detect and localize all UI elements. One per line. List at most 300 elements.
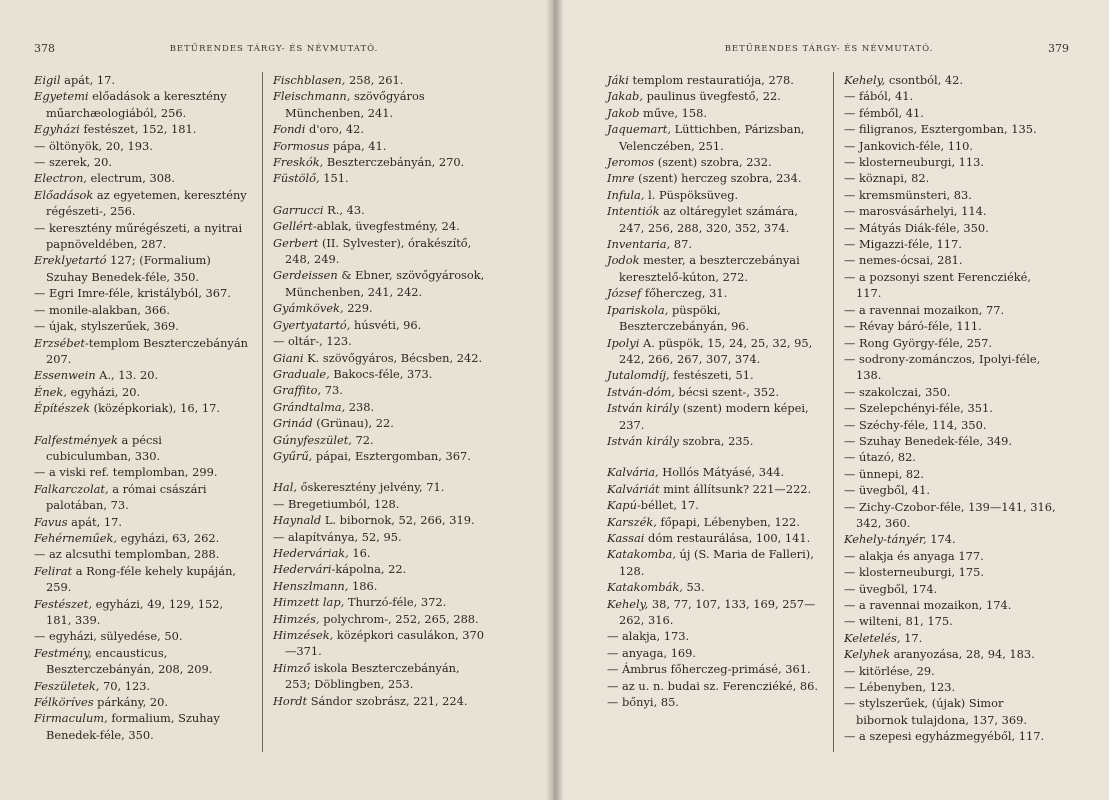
index-entry [34,464,249,480]
index-entry-text: — marosvásárhelyi, 114. [844,204,987,219]
index-entry [34,694,249,710]
index-entry [34,318,249,334]
index-entry-text: festészeti, 51. [669,368,754,383]
index-headword: Jeromos [607,155,655,170]
index-headword: Falfestmények [34,432,118,447]
index-entry-text: a Rong-féle kehely kupáján, 259. [46,563,237,595]
index-entry [844,88,1058,104]
index-entry-text: — Bregetiumból, 128. [273,496,400,511]
index-entry [34,678,249,694]
index-entry-text: d'oro, 42. [305,122,364,137]
index-headword: Jakob [607,105,640,120]
index-entry-text: — keresztény műrégészeti, a nyitrai papnöveldében, 287. [34,220,243,252]
right-page [555,0,1109,800]
index-entry-text: — üvegből, 174. [844,581,938,596]
index-entry-text: 72. [351,432,374,447]
index-headword: Katakombák, [607,580,683,595]
index-entry [273,660,488,693]
index-entry-text: -templom Beszterczebányán 207. [46,335,248,366]
index-entry [844,597,1058,613]
index-headword: Gerbert [273,235,319,250]
index-entry-text: bécsi szent-, 352. [674,384,780,399]
index-entry-text: — kremsmünsteri, 83. [844,187,972,202]
index-entry [844,269,1058,302]
index-headword: Festészet, [34,596,92,611]
index-entry [273,415,488,431]
index-entry-text: & Ebner, szövőgyárosok, Münchenben, 241, 242. [285,268,485,299]
index-headword: Ipolyi [607,335,640,350]
index-entry [273,170,488,186]
index-entry-text: — kitörlése, 29. [844,663,935,678]
index-entry-text: -ablak, üvegfestmény, 24. [312,219,460,234]
book-gutter [546,0,564,800]
index-entry-text: — a ravennai mozaikon, 77. [844,302,1005,317]
index-entry [273,88,488,121]
index-entry-text: — Rong György-féle, 257. [844,335,993,350]
index-entry [273,611,488,627]
index-entry [607,72,825,88]
index-entry-text: K. szövőgyáros, Bécsben, 242. [303,350,483,365]
section-gap [273,187,488,202]
index-entry [34,596,249,629]
left-page-number: 378 [34,42,55,55]
index-entry [34,220,249,253]
index-entry-text: Bakocs-féle, 373. [329,366,433,381]
index-entry [607,464,825,480]
index-entry-text: középkori casulákon, 370—371. [285,628,484,659]
index-entry [607,170,825,186]
index-headword: Kehely, [844,73,886,87]
index-entry [844,187,1058,203]
left-index-column-2 [262,72,488,752]
index-headword: Gerdeissen [273,268,338,283]
index-entry-text: — filigranos, Esztergomban, 135. [844,122,1037,137]
index-headword: Kelyhek [844,647,891,662]
index-entry [34,88,249,121]
index-headword: Gyertyatartó, [273,317,351,332]
index-entry [607,645,825,661]
index-entry-text: az egyetemen, keresztény régészeti-, 256. [46,187,247,219]
index-entry-text: — alapítványa, 52, 95. [273,529,402,544]
index-entry [844,499,1058,532]
index-entry-text: templom restauratiója, 278. [628,73,794,87]
index-entry-text: — szakolczai, 350. [844,384,951,399]
index-entry-text: — Lébenyben, 123. [844,680,956,695]
index-entry-text: 38, 77, 107, 133, 169, 257—262, 316. [619,596,816,627]
index-entry-text: — üvegből, 41. [844,483,930,498]
index-headword: Eigil [34,73,61,87]
index-headword: Kassai [607,530,645,545]
index-entry [273,529,488,545]
index-entry-text: új (S. Maria de Falleri), 128. [619,547,814,578]
right-index-column-1 [607,72,825,710]
index-entry-text: — bőnyi, 85. [607,695,679,710]
index-entry [273,202,488,218]
index-entry [844,531,1058,547]
index-entry-text: (szent) szobra, 232. [654,155,772,170]
index-entry-text: mint állítsunk? 221—222. [659,481,812,496]
index-entry-text: — sodrony-zománczos, Ipolyi-féle, 138. [844,351,1041,383]
left-index-column-1 [34,72,249,743]
index-entry [844,105,1058,121]
index-headword: Egyetemi [34,89,89,104]
index-entry-text: — a szepesi egyházmegyéből, 117. [844,729,1045,744]
index-entry-text: — újak, stylszerűek, 369. [34,319,179,334]
index-headword: Gyámkövek, [273,301,344,316]
index-entry [273,432,488,448]
index-headword: Garrucci [273,202,324,217]
index-entry-text: — egyházi, sülyedése, 50. [34,629,183,644]
left-running-head: BETŰRENDES TÁRGY- ÉS NÉVMUTATÓ. [169,44,379,54]
index-entry-text: — útazó, 82. [844,450,916,465]
index-headword: Erzsébet [34,335,85,350]
index-entry-text: a római császári palotában, 73. [46,481,207,513]
index-entry [844,170,1058,186]
index-entry [273,693,488,709]
index-entry-text: püspöki, Beszterczebányán, 96. [619,302,750,334]
index-entry [34,285,249,301]
index-entry-text: az oltáregylet számára, 247, 256, 288, 320, 352, 374. [619,204,798,235]
index-entry [273,512,488,528]
index-entry-text: -béllet, 17. [636,498,699,513]
index-entry-text: 229. [343,301,373,316]
index-entry [844,564,1058,580]
index-entry-text: — Mátyás Diák-féle, 350. [844,220,989,235]
index-entry [607,596,825,629]
index-headword: Himzett lap, [273,595,345,610]
index-entry-text: iskola Beszterczebányán, 253; Döblingben, 253. [285,660,460,692]
index-entry [844,417,1058,433]
index-headword: Fleischmann, [273,89,351,104]
index-entry-text: 17. [900,630,923,645]
index-entry [607,285,825,301]
index-entry [273,479,488,495]
index-entry-text: (szent) modern képei, 237. [619,401,809,432]
index-entry [34,400,249,416]
index-entry [34,432,249,465]
index-headword: Gyűrű, [273,448,313,463]
index-entry [607,497,825,513]
index-entry-text: 186. [348,578,378,593]
index-headword: Fehérneműek, [34,530,118,545]
index-entry-text: egyházi, 49, 129, 152, 181, 339. [46,596,224,627]
index-entry [844,351,1058,384]
index-entry-text: polychrom-, 252, 265, 288. [319,611,479,626]
index-headword: Egyházi [34,122,80,137]
index-entry-text: electrum, 308. [86,171,175,186]
index-entry-text: a pécsi cubiculumban, 330. [46,432,162,463]
index-entry-text: (Grünau), 22. [312,416,394,431]
index-entry-text: — Szelepchényi-féle, 351. [844,401,993,416]
index-entry-text: — wilteni, 81, 175. [844,614,953,629]
index-entry-text: — fából, 41. [844,89,914,104]
index-entry [34,710,249,743]
index-headword: István király [607,401,679,416]
index-headword: Electron, [34,171,87,186]
index-entry [273,267,488,300]
index-entry-text: előadások a keresztény műarchæologiából, 256. [46,89,227,120]
index-headword: Jáki [607,73,629,87]
index-entry [844,154,1058,170]
index-entry-text: 127; (Formalium) Szuhay Benedek-féle, 350. [46,253,211,284]
index-headword: Építészek [34,401,91,416]
index-entry-text: mester, a beszterczebányai keresztelő-kúton, 272. [619,253,800,284]
index-entry [273,138,488,154]
index-entry [273,366,488,382]
index-headword: Ének, [34,384,67,399]
index-entry-text: — Migazzi-féle, 117. [844,237,962,252]
index-entry-text: egyházi, 63, 262. [117,530,220,545]
index-entry-text: A., 13. 20. [95,368,159,383]
index-entry [844,433,1058,449]
index-entry-text: szövőgyáros Münchenben, 241. [285,89,425,120]
index-entry [273,72,488,88]
index-entry-text: — szerek, 20. [34,155,113,170]
index-headword: Jutalomdíj, [607,368,670,383]
index-entry [273,350,488,366]
index-headword: Festmény, [34,645,92,660]
index-entry-text: pápai, Esztergomban, 367. [312,448,471,463]
index-headword: Giani [273,350,304,365]
index-headword: Himzések, [273,628,334,642]
index-entry [34,187,249,220]
index-entry [844,613,1058,629]
index-headword: Felirat [34,563,73,578]
index-headword: Essenwein [34,368,96,383]
index-entry-text: apát, 17. [60,73,115,87]
index-entry [844,548,1058,564]
index-entry [844,400,1058,416]
index-entry-text: L. bibornok, 52, 266, 319. [321,513,475,528]
index-entry [844,121,1058,137]
index-entry [844,302,1058,318]
index-headword: Gellért [273,219,313,234]
index-entry-text: Beszterczebányán, 270. [323,155,465,170]
index-entry [844,695,1058,728]
index-entry-text: Thurzó-féle, 372. [344,595,447,610]
index-entry [607,252,825,285]
index-entry [34,563,249,596]
index-headword: Imre [607,171,635,186]
index-entry-text: 238. [345,399,375,414]
index-entry [34,367,249,383]
index-headword: Hal, [273,480,297,495]
index-entry [607,203,825,236]
index-entry [844,679,1058,695]
index-entry-text: — Ámbrus főherczeg-primásé, 361. [607,662,811,677]
index-headword: Haynald [273,513,322,528]
index-headword: Ereklyetartó [34,253,107,268]
index-headword: Freskók, [273,155,324,170]
index-headword: Feszületek, [34,678,100,693]
index-entry-text: l. Püspöksüveg. [644,187,739,202]
index-entry-text: encausticus, Beszterczebányán, 208, 209. [46,645,213,677]
index-entry-text: formalium, Szuhay Benedek-féle, 350. [46,711,220,742]
index-entry-text: — köznapi, 82. [844,171,930,186]
index-entry-text: főpapi, Lébenyben, 122. [656,514,800,529]
index-entry-text: pápa, 41. [329,138,387,153]
index-entry [607,335,825,368]
index-entry-text: — Jankovich-féle, 110. [844,138,974,153]
right-page-number: 379 [1048,42,1069,55]
left-running-header [34,44,514,60]
index-entry-text: — a viski ref. templomban, 299. [34,465,218,480]
index-entry [34,514,249,530]
index-headword: Jakab, [607,89,643,104]
index-headword: Karszék, [607,514,657,529]
index-entry-text: párkány, 20. [93,695,169,710]
index-entry [607,661,825,677]
index-entry [844,72,1058,88]
index-entry [273,300,488,316]
index-headword: Intentiók [607,204,660,219]
index-entry [844,466,1058,482]
index-headword: Falkarczolat, [34,481,109,496]
index-entry [273,578,488,594]
index-entry [844,318,1058,334]
index-entry-text: — klosterneuburgi, 113. [844,155,985,170]
index-entry [273,627,488,660]
index-headword: Kalvária, [607,465,659,480]
index-headword: Kehely, [607,596,649,611]
index-entry-text: 53. [682,580,705,595]
index-entry [607,433,825,449]
index-entry [34,72,249,88]
index-entry [607,530,825,546]
index-headword: Favus [34,514,68,529]
index-entry [607,400,825,433]
index-headword: Hedervári [273,562,332,577]
index-entry-text: műve, 158. [639,105,707,120]
index-entry-text: 87. [670,237,692,252]
index-entry-text: (II. Sylvester), órakészítő, 248, 249. [285,235,472,267]
index-entry [844,203,1058,219]
index-entry-text: Hollós Mátyásé, 344. [658,465,785,480]
index-entry-text: — klosterneuburgi, 175. [844,565,985,580]
right-index-column-2 [833,72,1058,752]
index-entry [607,302,825,335]
index-entry-text: 258, 261. [345,73,404,87]
index-entry [607,678,825,694]
index-entry [607,628,825,644]
index-entry [607,121,825,154]
index-entry-text: -kápolna, 22. [331,562,407,577]
index-entry [844,646,1058,662]
index-headword: Firmaculum, [34,711,108,726]
index-headword: Előadások [34,187,94,202]
index-entry-text: — a ravennai mozaikon, 174. [844,598,1012,612]
index-entry [607,694,825,710]
index-entry-text: Lüttichben, Párizsban, Velenczében, 251. [619,122,805,153]
index-entry [273,154,488,170]
index-entry [844,335,1058,351]
index-entry-text: (szent) herczeg szobra, 234. [634,171,802,186]
index-entry-text: — fémből, 41. [844,105,924,120]
index-entry [844,384,1058,400]
index-entry [34,628,249,644]
index-headword: Himzés, [273,611,320,626]
index-entry [273,399,488,415]
index-headword: Henszlmann, [273,578,349,593]
index-entry [607,367,825,383]
index-entry-text: őskeresztény jelvény, 71. [297,480,445,495]
index-headword: Grinád [273,416,313,431]
section-gap [34,417,249,432]
index-headword: Jaquemart, [607,122,671,137]
index-entry [607,187,825,203]
index-entry-text: paulinus üvegfestő, 22. [642,89,781,104]
index-entry [34,645,249,678]
index-entry [607,514,825,530]
index-entry [844,138,1058,154]
index-headword: Himző [273,660,311,675]
index-entry [273,496,488,512]
index-entry [34,121,249,137]
index-headword: Keletelés, [844,630,901,645]
index-headword: István-dóm, [607,384,675,399]
index-entry [34,170,249,186]
index-entry [34,384,249,400]
index-entry [844,482,1058,498]
index-entry-text: — Széchy-féle, 114, 350. [844,417,987,432]
index-entry [273,218,488,234]
index-entry [34,335,249,368]
section-gap [273,464,488,479]
index-entry-text: — stylszerűek, (újak) Simor bibornok tulajdona, 137, 369. [844,696,1027,727]
index-entry-text: — alakja és anyaga 177. [844,548,984,563]
index-entry [34,546,249,562]
index-entry-text: — alakja, 173. [607,629,690,644]
index-entry-text: 16. [348,545,371,560]
index-entry-text: — Szuhay Benedek-féle, 349. [844,433,1013,448]
index-entry-text: 151. [319,171,349,186]
index-headword: Formosus [273,138,330,153]
index-headword: Grándtalma, [273,399,346,414]
index-entry-text: R., 43. [323,202,365,217]
index-entry [273,448,488,464]
index-headword: Hederváriak, [273,545,349,560]
index-entry [607,579,825,595]
index-entry-text: festészet, 152, 181. [79,122,197,137]
index-headword: Fondi [273,122,306,137]
index-entry [607,236,825,252]
index-headword: József [607,286,642,301]
index-headword: Inventaria, [607,237,671,252]
index-entry-text: — Zichy-Czobor-féle, 139—141, 316, 342, 360. [844,499,1056,530]
index-entry [844,252,1058,268]
index-entry [844,581,1058,597]
index-entry [34,154,249,170]
index-entry-text: — ünnepi, 82. [844,466,925,481]
index-entry [607,384,825,400]
index-entry-text: aranyozása, 28, 94, 183. [890,647,1035,662]
index-headword: Infula, [607,187,645,202]
index-entry [607,546,825,579]
section-gap [607,449,825,464]
index-entry [34,302,249,318]
index-headword: Kehely-tányér, [844,532,927,547]
left-page [0,0,554,800]
index-entry [34,252,249,285]
index-entry-text: — Révay báró-féle, 111. [844,319,982,334]
index-entry [844,220,1058,236]
index-entry-text: — monile-alakban, 366. [34,302,171,317]
index-entry [607,105,825,121]
index-entry-text: Sándor szobrász, 221, 224. [307,693,468,708]
index-entry [273,235,488,268]
index-entry [273,561,488,577]
index-entry [34,481,249,514]
